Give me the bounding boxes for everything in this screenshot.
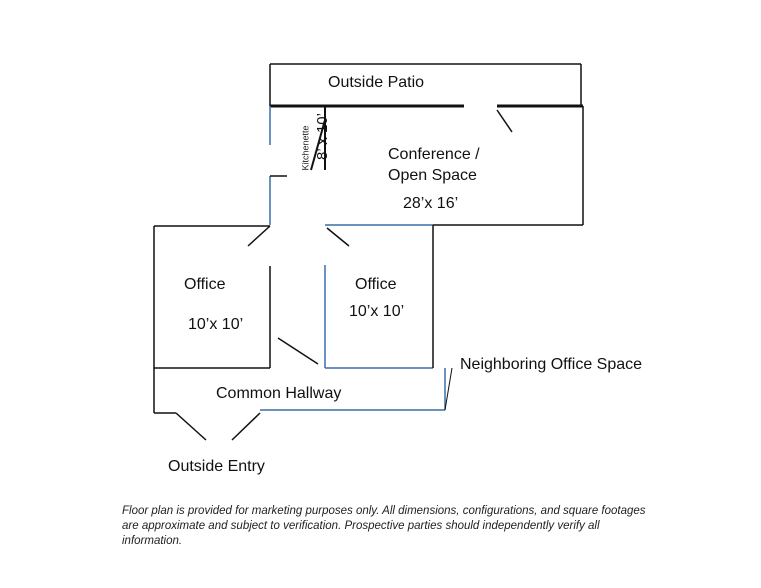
- office-left-label: Office: [184, 276, 226, 293]
- conference-label-line2: Open Space: [388, 167, 477, 184]
- conference-dimension: 28’x 16’: [403, 195, 459, 212]
- entry-doors: [176, 413, 260, 440]
- patio-walls: [270, 64, 581, 106]
- office-left-dimension: 10’x 10’: [188, 316, 244, 333]
- conference-label-line1: Conference /: [388, 146, 480, 163]
- entry-label: Outside Entry: [168, 458, 265, 475]
- office-right-label: Office: [355, 276, 397, 293]
- office-doors: [248, 226, 349, 364]
- kitchenette-label: Kitchenette: [300, 125, 311, 171]
- office-right-dimension: 10’x 10’: [349, 303, 405, 320]
- patio-door: [497, 110, 512, 132]
- patio-label: Outside Patio: [328, 74, 425, 91]
- disclaimer-text: Floor plan is provided for marketing purposes only. All dimensions, configurations, and square footages are approximate and subject to verification. Prospective parties should independently verify all information.: [122, 505, 646, 547]
- neighbor-label: Neighboring Office Space: [460, 356, 643, 373]
- hallway-label: Common Hallway: [216, 385, 342, 402]
- kitchenette-dimension: 8’ x 10’: [313, 113, 331, 160]
- neighbor-leader: [445, 368, 452, 410]
